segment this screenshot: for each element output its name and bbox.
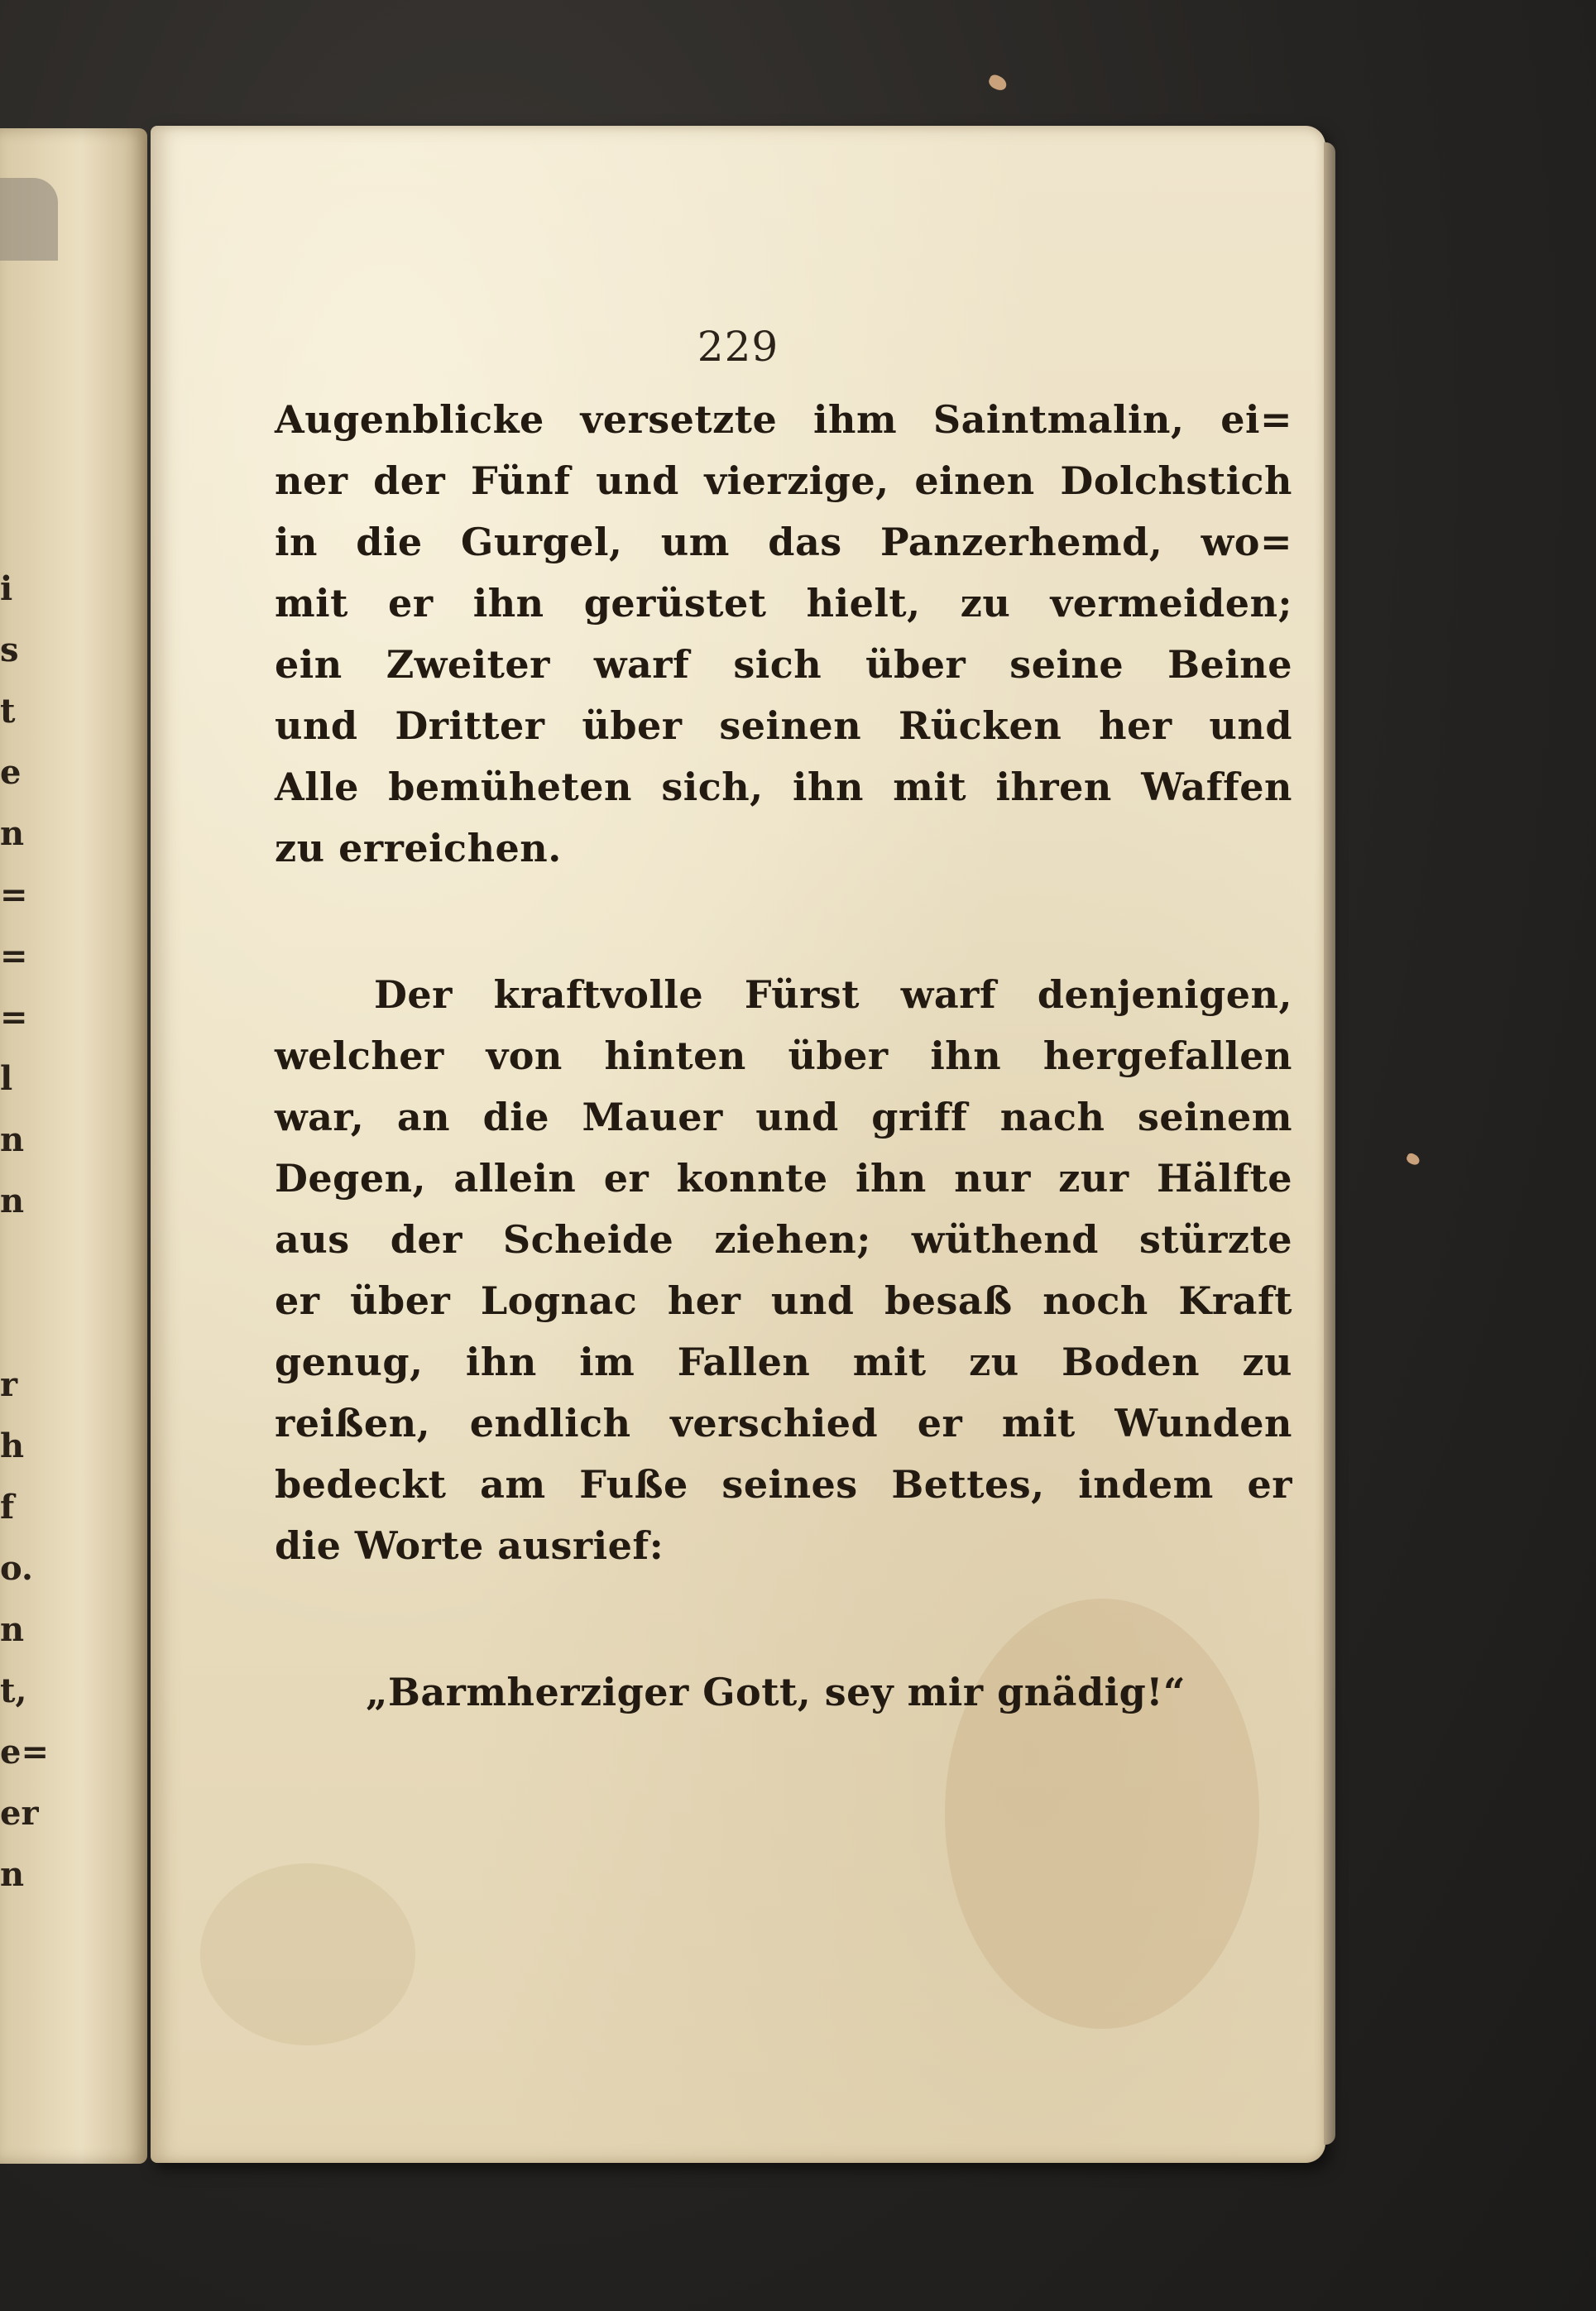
paper-stain	[200, 1863, 415, 2045]
text-line: bedeckt am Fuße seines Bettes, indem er	[275, 1462, 1292, 1507]
margin-letter: l	[0, 1059, 13, 1098]
text-line: war, an die Mauer und griff nach seinem	[275, 1095, 1292, 1139]
margin-letter: er	[0, 1794, 39, 1833]
margin-letter: =	[0, 875, 28, 914]
margin-letter: t,	[0, 1671, 27, 1710]
text-line: die Worte ausrief:	[275, 1523, 664, 1568]
text-line: ein Zweiter warf sich über seine Beine	[275, 642, 1292, 687]
text-line: in die Gurgel, um das Panzerhemd, wo=	[275, 520, 1292, 564]
page-number: 229	[697, 323, 779, 371]
margin-letter: n	[0, 1182, 25, 1220]
margin-letter: t	[0, 692, 16, 731]
margin-letter: n	[0, 814, 25, 853]
text-line: Alle bemüheten sich, ihn mit ihren Waffen	[275, 765, 1292, 809]
book-page	[151, 126, 1325, 2163]
page-edge	[1324, 142, 1335, 2145]
margin-letter: i	[0, 569, 13, 608]
margin-letter	[0, 1293, 20, 1354]
margin-letter: n	[0, 1610, 25, 1649]
text-line: zu erreichen.	[275, 826, 562, 870]
facing-page-left	[0, 128, 147, 2164]
margin-letter: n	[0, 1855, 25, 1894]
margin-letter: s	[0, 630, 19, 669]
margin-letter	[0, 1232, 20, 1293]
margin-letter: e=	[0, 1733, 49, 1772]
text-line: ner der Fünf und vierzige, einen Dolchstich	[275, 458, 1292, 503]
facing-page-margin-text	[0, 559, 49, 1906]
margin-letter: e	[0, 753, 22, 792]
text-line: reißen, endlich verschied er mit Wunden	[275, 1401, 1292, 1446]
margin-letter: f	[0, 1488, 15, 1527]
cover-edge	[0, 178, 58, 261]
quotation: „Barmherziger Gott, sey mir gnädig!“	[366, 1670, 1186, 1714]
margin-letter: =	[0, 937, 28, 976]
text-line: Degen, allein er konnte ihn nur zur Hälfte	[275, 1156, 1292, 1201]
text-line: er über Lognac her und besaß noch Kraft	[275, 1278, 1292, 1323]
text-line: aus der Scheide ziehen; wüthend stürzte	[275, 1217, 1292, 1262]
paragraph-gap	[275, 1576, 1292, 1661]
margin-letter: =	[0, 998, 28, 1037]
text-line: und Dritter über seinen Rücken her und	[275, 703, 1292, 748]
text-line: genug, ihn im Fallen mit zu Boden zu	[275, 1340, 1292, 1384]
margin-letter: o.	[0, 1549, 33, 1588]
text-line: welcher von hinten über ihn hergefallen	[275, 1033, 1292, 1078]
margin-letter: n	[0, 1120, 25, 1159]
text-line: Augenblicke versetzte ihm Saintmalin, ei=	[275, 397, 1292, 442]
page-body-text	[275, 389, 1292, 1723]
margin-letter: h	[0, 1426, 25, 1465]
margin-letter: r	[0, 1365, 18, 1404]
text-line: Der kraftvolle Fürst warf denjenigen,	[374, 972, 1292, 1017]
paragraph-gap	[275, 879, 1292, 964]
text-line: mit er ihn gerüstet hielt, zu vermeiden;	[275, 581, 1292, 626]
